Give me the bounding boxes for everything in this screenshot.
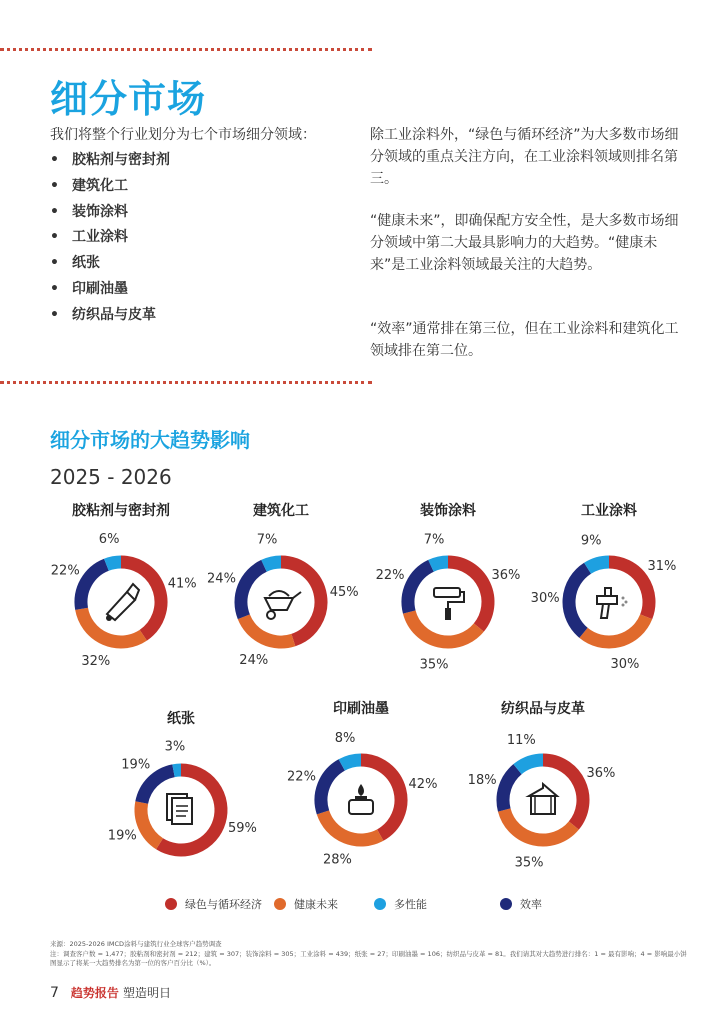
chart-title: 工业涂料 [581, 503, 637, 519]
donut-chart [368, 500, 528, 673]
segment-item: • 纸张 [50, 252, 170, 278]
data-label: 18% [467, 773, 497, 789]
chart-title: 胶粘剂与密封剂 [72, 503, 170, 519]
legend-item [374, 896, 427, 912]
donut-segment [264, 562, 281, 566]
paper-stack-icon [157, 786, 205, 834]
donut-chart [41, 500, 201, 669]
segment-list [50, 149, 170, 330]
chart-title: 建筑化工 [253, 503, 309, 519]
data-label: 36% [491, 567, 521, 583]
page-footer [50, 984, 171, 1001]
data-label: 19% [107, 828, 137, 844]
data-label: 7% [423, 532, 445, 548]
data-label: 59% [228, 820, 257, 836]
data-label: 8% [334, 731, 356, 747]
middle-dotted-divider [0, 381, 372, 384]
data-label: 24% [239, 652, 269, 668]
donut-chart [201, 500, 361, 668]
legend-label: 健康未来 [294, 898, 338, 911]
legend-label: 绿色与循环经济 [185, 898, 262, 911]
paragraph-green: 除工业涂料外，“绿色与循环经济”为大多数市场细分领域的重点关注方向，在工业涂料领域则排名第三。 [370, 127, 679, 187]
legend-swatch [374, 898, 386, 910]
data-label: 11% [506, 732, 536, 748]
segment-item: • 工业涂料 [50, 226, 170, 252]
donut-svg [201, 500, 361, 668]
chart-title: 纸张 [167, 711, 195, 727]
glue-gun-icon [97, 578, 145, 626]
garment-hanger-icon [519, 776, 567, 824]
source-line: 来源：2025-2026 IMCD涂料与建筑行业全球客户趋势调查 [50, 940, 222, 948]
donut-segment [106, 562, 121, 565]
donut-chart [463, 698, 623, 871]
donut-svg [529, 500, 689, 672]
top-dotted-divider [0, 48, 372, 51]
data-label: 19% [121, 757, 151, 773]
donut-svg [463, 698, 623, 871]
data-label: 28% [322, 852, 352, 868]
donut-chart [101, 708, 261, 858]
legend-item [274, 896, 338, 912]
year-range: 2025 - 2026 [50, 465, 172, 489]
legend-swatch [274, 898, 286, 910]
donut-segment [588, 562, 609, 568]
chart-title: 装饰涂料 [420, 503, 476, 519]
segment-item: • 装饰涂料 [50, 201, 170, 227]
ink-bottle-icon [337, 776, 385, 824]
data-label: 6% [98, 532, 120, 548]
data-label: 30% [610, 656, 640, 672]
legend-label: 效率 [520, 898, 542, 911]
intro-text: 我们将整个行业划分为七个市场细分领域： [50, 127, 316, 143]
data-label: 31% [647, 559, 677, 575]
segment-item: • 建筑化工 [50, 175, 170, 201]
donut-segment [503, 769, 518, 810]
data-label: 3% [164, 739, 186, 755]
donut-chart [281, 698, 441, 868]
donut-svg [281, 698, 441, 868]
chart-title: 印刷油墨 [333, 701, 389, 717]
data-label: 35% [514, 855, 544, 871]
donut-segment [174, 770, 181, 771]
data-label: 36% [586, 765, 616, 781]
donut-segment [518, 760, 543, 769]
donut-segment [141, 803, 160, 844]
wheelbarrow-icon [257, 578, 305, 626]
donut-chart [529, 500, 689, 672]
segment-item: • 纺织品与皮革 [50, 304, 170, 330]
spray-gun-icon [585, 578, 633, 626]
donut-segment [569, 568, 588, 633]
data-label: 45% [329, 584, 359, 600]
footer-tagline: 塑造明日 [122, 986, 171, 1000]
data-label: 35% [419, 657, 449, 673]
footer-brand: 趋势报告 [70, 986, 119, 1000]
chart-legend [0, 896, 724, 916]
chart-title: 纺织品与皮革 [501, 701, 585, 717]
legend-swatch [500, 898, 512, 910]
data-label: 7% [256, 532, 278, 548]
donut-segment [342, 760, 361, 765]
page-number: 7 [50, 985, 59, 1001]
segment-item: • 胶粘剂与密封剂 [50, 149, 170, 175]
data-label: 9% [580, 533, 602, 549]
donut-segment [431, 562, 448, 566]
donut-svg [368, 500, 528, 673]
data-label: 30% [530, 590, 560, 606]
donut-svg [41, 500, 201, 669]
footnote-line: 注：调查客户数 = 1,477；胶粘剂和密封剂 = 212；建筑 = 307；装饰涂料 = 305；工业涂料 = 439；纸张 = 27；印刷油墨 = 106；纺织品与皮革 = 81。我们请其对大趋势进行排名：1 = 最有影响；4 = 影响最小饼图显示了将某一大趋势排名为第一位的客户百分比（%）。 [50, 949, 687, 967]
paragraph-efficiency: “效率”通常排在第三位，但在工业涂料和建筑化工领域排在第二位。 [370, 321, 679, 359]
data-label: 32% [81, 653, 111, 669]
legend-swatch [165, 898, 177, 910]
section-title: 细分市场的大趋势影响 [50, 428, 250, 452]
data-label: 41% [167, 576, 197, 592]
segment-item: • 印刷油墨 [50, 278, 170, 304]
legend-label: 多性能 [394, 898, 427, 911]
data-label: 22% [287, 769, 316, 785]
data-label: 24% [207, 571, 236, 587]
legend-item [500, 896, 542, 912]
paragraph-healthy: “健康未来”，即确保配方安全性，是大多数市场细分领域中第二大最具影响力的大趋势。“健康未来”是工业涂料领域最关注的大趋势。 [370, 213, 679, 273]
paint-roller-icon [424, 578, 472, 626]
legend-item [165, 896, 262, 912]
source-note [50, 940, 690, 969]
data-label: 42% [408, 777, 438, 793]
page-title: 细分市场 [50, 77, 207, 121]
donut-svg [101, 708, 261, 858]
data-label: 22% [50, 563, 80, 579]
data-label: 22% [375, 567, 405, 583]
